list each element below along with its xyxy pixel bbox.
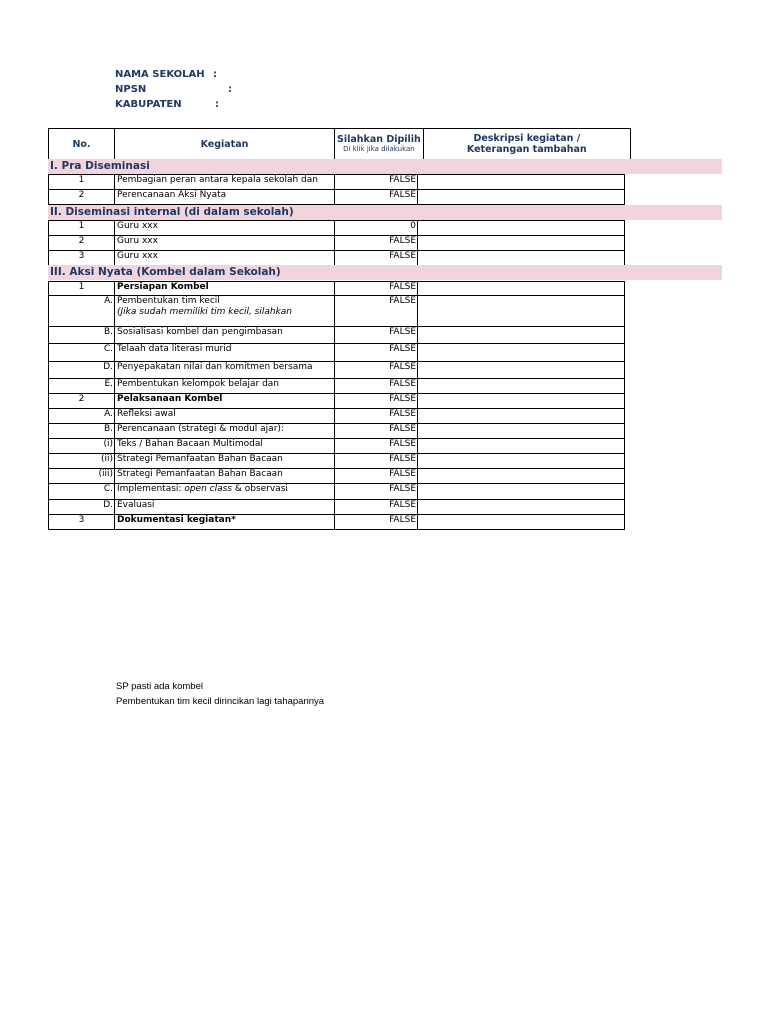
checkbox-cell[interactable]: FALSE <box>335 484 418 500</box>
col-desc-header: Deskripsi kegiatan / Keterangan tambahan <box>423 129 630 160</box>
checkbox-cell[interactable]: FALSE <box>335 251 418 266</box>
row-no: 2 <box>49 190 115 205</box>
row-activity: Penyepakatan nilai dan komitmen bersama <box>115 362 335 379</box>
description-cell[interactable] <box>418 424 625 439</box>
row-activity: Guru xxx <box>115 251 335 266</box>
row-activity: Dokumentasi kegiatan* <box>115 515 335 530</box>
row-no: D. <box>49 362 115 379</box>
row-activity: Pembentukan kelompok belajar dan <box>115 379 335 394</box>
checkbox-cell[interactable]: FALSE <box>335 190 418 205</box>
note-line: Pembentukan tim kecil dirincikan lagi tahapannya <box>116 696 325 707</box>
description-cell[interactable] <box>418 190 625 205</box>
row-no: A. <box>49 409 115 424</box>
checkbox-cell[interactable]: FALSE <box>335 296 418 327</box>
description-cell[interactable] <box>418 175 625 190</box>
col-no-header: No. <box>49 129 115 160</box>
checkbox-cell[interactable]: FALSE <box>335 469 418 484</box>
description-cell[interactable] <box>418 439 625 454</box>
school-name-label: NAMA SEKOLAH : <box>115 69 217 80</box>
description-cell[interactable] <box>418 515 625 530</box>
row-no: C. <box>49 344 115 362</box>
row-no: 2 <box>49 394 115 409</box>
checkbox-cell[interactable]: FALSE <box>335 500 418 515</box>
section-title: I. Pra Diseminasi <box>48 159 722 174</box>
row-no: 3 <box>49 515 115 530</box>
description-cell[interactable] <box>418 394 625 409</box>
section-2-table <box>48 220 625 266</box>
row-no: (iii) <box>49 469 115 484</box>
row-activity: Sosialisasi kombel dan pengimbasan <box>115 327 335 344</box>
description-cell[interactable] <box>418 282 625 296</box>
row-activity: Pembagian peran antara kepala sekolah dan <box>115 175 335 190</box>
section-3-table <box>48 281 625 530</box>
description-cell[interactable] <box>418 296 625 327</box>
checkbox-cell[interactable]: FALSE <box>335 439 418 454</box>
row-activity: Pembentukan tim kecil (Jika sudah memiliki tim kecil, silahkan <box>115 296 335 327</box>
activity-table-header <box>48 128 631 160</box>
npsn-label: NPSN : <box>115 84 232 95</box>
col-activity-header: Kegiatan <box>115 129 335 160</box>
row-activity: Telaah data literasi murid <box>115 344 335 362</box>
row-activity: Strategi Pemanfaatan Bahan Bacaan <box>115 469 335 484</box>
checkbox-cell[interactable]: FALSE <box>335 515 418 530</box>
row-activity: Teks / Bahan Bacaan Multimodal <box>115 439 335 454</box>
row-no: (ii) <box>49 454 115 469</box>
checkbox-cell[interactable]: FALSE <box>335 394 418 409</box>
row-activity: Perencanaan (strategi & modul ajar): <box>115 424 335 439</box>
col-select-header: Silahkan Dipilih Di klik jika dilakukan <box>335 129 424 160</box>
description-cell[interactable] <box>418 454 625 469</box>
checkbox-cell[interactable]: FALSE <box>335 327 418 344</box>
checkbox-cell[interactable]: FALSE <box>335 344 418 362</box>
description-cell[interactable] <box>418 327 625 344</box>
row-activity: Evaluasi <box>115 500 335 515</box>
description-cell[interactable] <box>418 362 625 379</box>
checkbox-cell[interactable]: FALSE <box>335 424 418 439</box>
description-cell[interactable] <box>418 500 625 515</box>
row-no: 3 <box>49 251 115 266</box>
row-activity: Implementasi: open class & observasi <box>115 484 335 500</box>
row-no: (i) <box>49 439 115 454</box>
description-cell[interactable] <box>418 221 625 236</box>
row-activity: Persiapan Kombel <box>115 282 335 296</box>
checkbox-cell[interactable]: FALSE <box>335 379 418 394</box>
row-activity: Strategi Pemanfaatan Bahan Bacaan <box>115 454 335 469</box>
row-no: 2 <box>49 236 115 251</box>
row-no: E. <box>49 379 115 394</box>
row-no: C. <box>49 484 115 500</box>
checkbox-cell[interactable]: FALSE <box>335 454 418 469</box>
description-cell[interactable] <box>418 251 625 266</box>
row-no: B. <box>49 327 115 344</box>
checkbox-cell[interactable]: FALSE <box>335 362 418 379</box>
description-cell[interactable] <box>418 236 625 251</box>
section-title: III. Aksi Nyata (Kombel dalam Sekolah) <box>48 265 722 280</box>
checkbox-cell[interactable]: FALSE <box>335 409 418 424</box>
row-no: 1 <box>49 221 115 236</box>
checkbox-cell[interactable]: 0 <box>335 221 418 236</box>
district-label: KABUPATEN : <box>115 99 219 110</box>
row-activity: Perencanaan Aksi Nyata <box>115 190 335 205</box>
checkbox-cell[interactable]: FALSE <box>335 236 418 251</box>
row-no: 1 <box>49 175 115 190</box>
row-no: D. <box>49 500 115 515</box>
description-cell[interactable] <box>418 484 625 500</box>
description-cell[interactable] <box>418 469 625 484</box>
checkbox-cell[interactable]: FALSE <box>335 282 418 296</box>
row-no: B. <box>49 424 115 439</box>
row-no: 1 <box>49 282 115 296</box>
row-activity: Guru xxx <box>115 236 335 251</box>
description-cell[interactable] <box>418 409 625 424</box>
note-line: SP pasti ada kombel <box>116 681 203 692</box>
section-1-table <box>48 174 625 205</box>
section-title: II. Diseminasi internal (di dalam sekolah) <box>48 205 722 220</box>
row-activity: Guru xxx <box>115 221 335 236</box>
description-cell[interactable] <box>418 344 625 362</box>
description-cell[interactable] <box>418 379 625 394</box>
row-activity: Refleksi awal <box>115 409 335 424</box>
row-no: A. <box>49 296 115 327</box>
row-activity: Pelaksanaan Kombel <box>115 394 335 409</box>
checkbox-cell[interactable]: FALSE <box>335 175 418 190</box>
